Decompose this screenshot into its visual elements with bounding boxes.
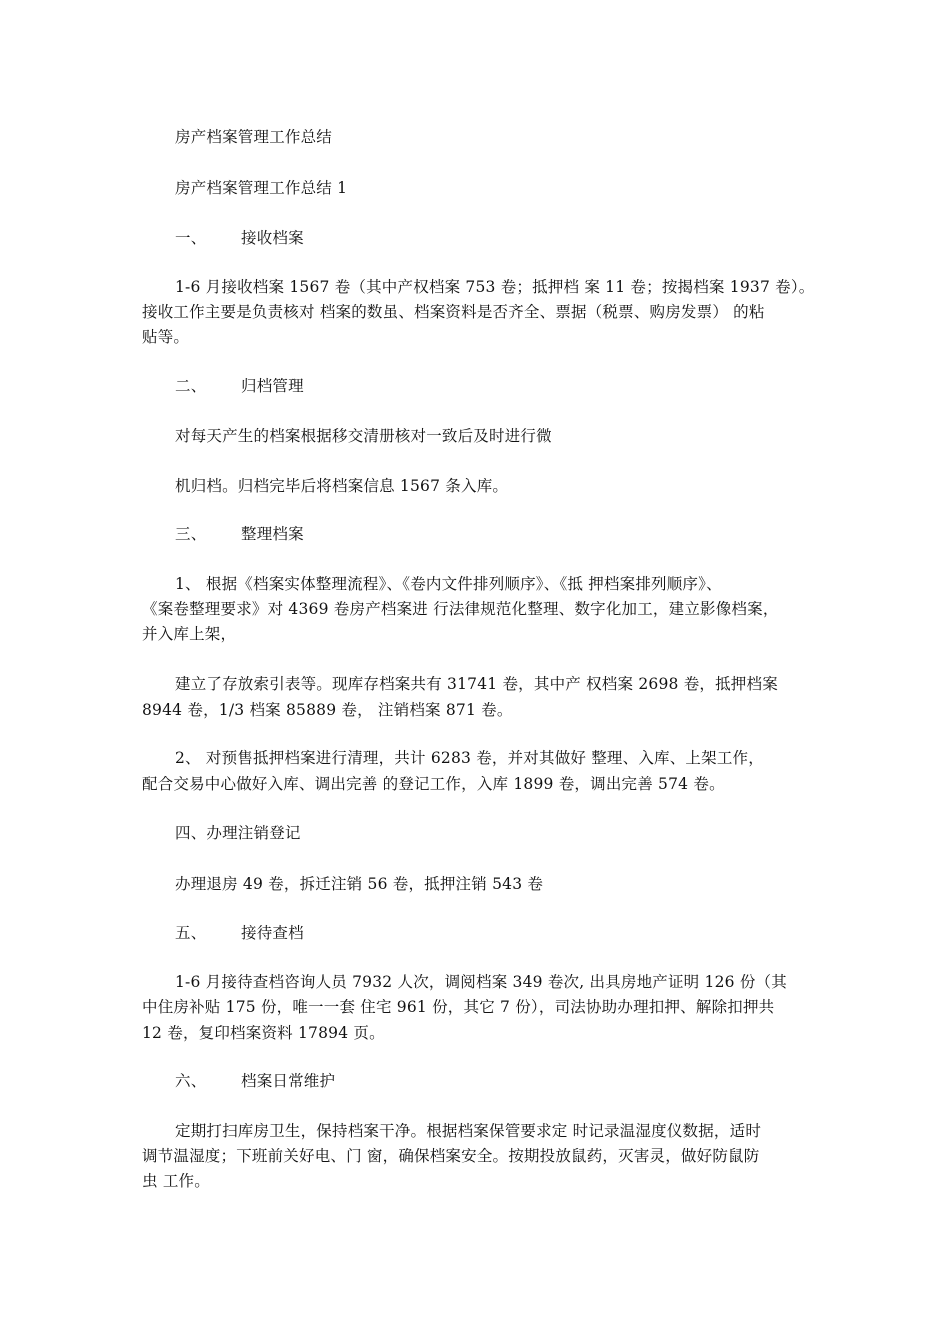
paragraph-line: 2、 对预售抵押档案进行清理，共计 6283 卷，并对其做好 整理、入库、上架工作， [175,749,764,767]
section-number: 五、 [175,924,207,942]
paragraph-line: 建立了存放索引表等。现库存档案共有 31741 卷，其中产 权档案 2698 卷，抵押档案 [175,675,778,693]
paragraph-line: 对每天产生的档案根据移交清册核对一致后及时进行微 [175,427,552,445]
section-heading-4 [175,820,301,846]
paragraph-line: 12 卷，复印档案资料 17894 页。 [142,1024,385,1042]
section-title: 接待查档 [241,924,304,942]
section-title: 四、办理注销登记 [175,824,301,842]
section-heading-3 [175,521,304,547]
paragraph-line: 配合交易中心做好入库、调出完善 的登记工作，入库 1899 卷，调出完善 574 卷。 [142,775,725,793]
section-title: 归档管理 [241,377,304,395]
paragraph-line: 机归档。归档完毕后将档案信息 1567 条入库。 [175,477,509,495]
paragraph-line: 接收工作主要是负责核对 档案的数虽、档案资料是否齐全、票据（税票、购房发票） 的粘 [142,303,765,321]
section-heading-2 [175,373,304,399]
section-number: 二、 [175,377,207,395]
paragraph-line: 定期打扫库房卫生，保持档案干净。根据档案保管要求定 时记录温湿度仪数据，适时 [175,1122,762,1140]
section-number: 六、 [175,1072,207,1090]
document-title: 房产档案管理工作总结 [175,128,333,146]
paragraph-line: 并入库上架， [142,625,237,643]
section-heading-6 [175,1068,335,1094]
section-number: 一、 [175,229,207,247]
paragraph-line: 1、 根据《档案实体整理流程》、《卷内文件排列顺序》、《抵 押档案排列顺序》、 [175,575,722,593]
paragraph-line: 1-6 月接待查档咨询人员 7932 人次，调阅档案 349 卷次, 出具房地产证明 126 份（其 [175,973,787,991]
section-title: 接收档案 [241,229,304,247]
document-subtitle: 房产档案管理工作总结 1 [175,179,348,197]
section-heading-5 [175,920,304,946]
paragraph-line: 办理退房 49 卷，拆迁注销 56 卷，抵押注销 543 卷 [175,875,544,893]
paragraph-line: 1-6 月接收档案 1567 卷（其中产权档案 753 卷；抵押档 案 11 卷；按揭档案 1937 卷）。 [175,278,815,296]
paragraph-line: 贴等。 [142,328,190,346]
paragraph-line: 8944 卷，1/3 档案 85889 卷， 注销档案 871 卷。 [142,701,513,719]
paragraph-line: 虫 工作。 [142,1172,210,1190]
section-heading-1 [175,225,304,251]
paragraph-line: 调节温湿度；下班前关好电、门 窗，确保档案安全。按期投放鼠药，灭害灵，做好防鼠防 [142,1147,760,1165]
section-title: 整理档案 [241,525,304,543]
section-number: 三、 [175,525,207,543]
paragraph-line: 中住房补贴 175 份，唯一一套 住宅 961 份，其它 7 份），司法协助办理扣押、解除扣押共 [142,998,775,1016]
paragraph-line: 《案卷整理要求》对 4369 卷房产档案进 行法律规范化整理、数字化加工，建立影像档案， [142,600,779,618]
section-title: 档案日常维护 [241,1072,336,1090]
